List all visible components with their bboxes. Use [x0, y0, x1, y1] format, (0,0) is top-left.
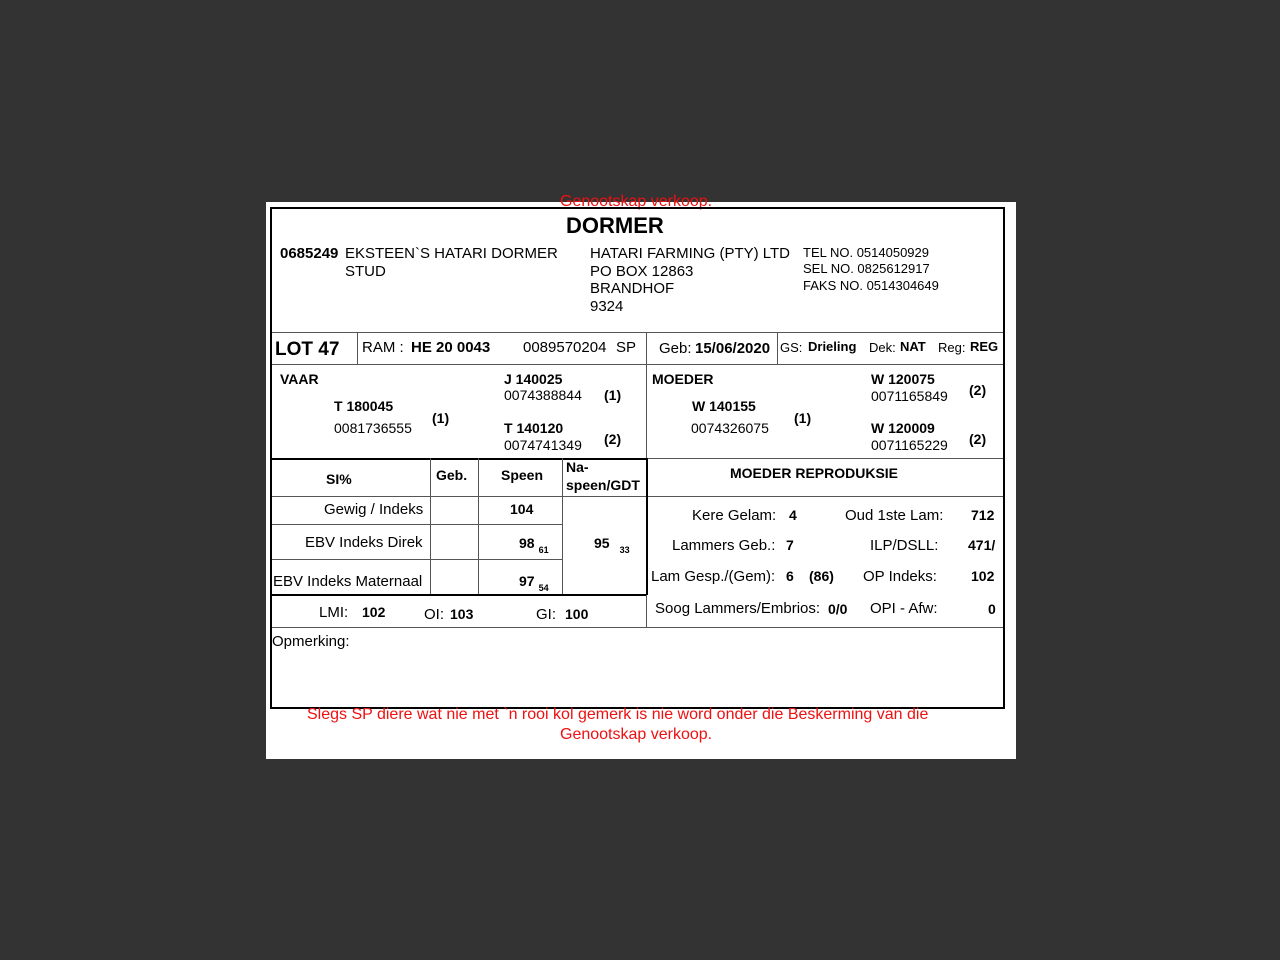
stud-name-line1: EKSTEEN`S HATARI DORMER	[345, 245, 558, 262]
ilp-dsll-label: ILP/DSLL:	[870, 537, 939, 554]
soog-lammers-value: 0/0	[828, 601, 848, 617]
opi-afw-label: OPI - Afw:	[870, 600, 938, 617]
reg-value: REG	[970, 339, 999, 354]
reg-label: Reg:	[938, 340, 966, 355]
birth-date-label: Geb:	[659, 340, 692, 357]
sel-number: SEL NO. 0825612917	[803, 261, 930, 276]
row-maternaal-label: EBV Indeks Maternaal	[273, 573, 423, 590]
oi-label: OI:	[424, 606, 445, 623]
gs-label: GS:	[780, 340, 803, 355]
row-gewig-speen: 104	[510, 501, 534, 517]
dam-number: 0074326075	[691, 420, 769, 436]
breed-title: DORMER	[566, 213, 664, 238]
lam-gesp-value: 6	[786, 568, 794, 584]
lam-gesp-label: Lam Gesp./(Gem):	[651, 568, 776, 585]
tel-number: TEL NO. 0514050929	[803, 245, 929, 260]
row-direk-speen-accuracy: 61	[538, 545, 549, 555]
row-maternaal-speen: 97 $_{54}$	[519, 573, 549, 593]
dam-dam-number: 0071165229	[871, 437, 948, 453]
op-indeks-value: 102	[971, 568, 995, 584]
ram-reg-number: 0089570204	[523, 339, 607, 356]
lammers-geb-label: Lammers Geb.:	[672, 537, 776, 554]
oud-lam-value: 712	[971, 507, 995, 523]
geb-header: Geb.	[436, 467, 468, 483]
vaar-label: VAAR	[280, 371, 319, 387]
dam-mark: (1)	[794, 410, 812, 426]
ram-class: SP	[616, 339, 637, 356]
dam-dam-mark: (2)	[969, 431, 987, 447]
op-indeks-label: OP Indeks:	[863, 568, 937, 585]
reproduction-title: MOEDER REPRODUKSIE	[730, 465, 899, 481]
owner-line2: PO BOX 12863	[590, 263, 694, 280]
row-direk-label: EBV Indeks Direk	[305, 534, 423, 551]
sire-dam-id: T 140120	[504, 420, 564, 436]
dam-sire-id: W 120075	[871, 371, 935, 387]
oud-lam-label: Oud 1ste Lam:	[845, 507, 944, 524]
footer-warning-line1: Slegs SP diere wat nie met `n rooi kol gemerk is nie word onder die Beskerming van die	[307, 706, 929, 723]
gi-value: 100	[565, 606, 589, 622]
breeder-number: 0685249	[280, 245, 339, 262]
moeder-label: MOEDER	[652, 371, 714, 387]
sale-catalogue-card	[266, 193, 1016, 759]
cut-caption: Genootskap verkoop.	[560, 193, 713, 210]
ram-id: HE 20 0043	[411, 339, 491, 356]
stud-name-line2: STUD	[345, 263, 386, 280]
lmi-value: 102	[362, 604, 386, 620]
dam-dam-id: W 120009	[871, 420, 935, 436]
row-gewig-label: Gewig / Indeks	[324, 501, 424, 518]
gs-value: Drieling	[808, 339, 857, 354]
lot-number: LOT 47	[275, 339, 340, 360]
sire-id: T 180045	[334, 398, 394, 414]
row-direk-naspeen-accuracy: 33	[619, 545, 630, 555]
kere-gelam-label: Kere Gelam:	[692, 507, 777, 524]
opi-afw-value: 0	[988, 601, 996, 617]
faks-number: FAKS NO. 0514304649	[803, 278, 939, 293]
sire-sire-mark: (1)	[604, 387, 622, 403]
dam-id: W 140155	[692, 398, 756, 414]
owner-line4: 9324	[590, 298, 624, 315]
lammers-geb-value: 7	[786, 537, 794, 553]
ilp-dsll-value: 471/	[968, 537, 996, 553]
dam-sire-number: 0071165849	[871, 388, 948, 404]
dek-label: Dek:	[869, 340, 896, 355]
gi-label: GI:	[536, 606, 557, 623]
lam-gesp-gem: (86)	[809, 568, 834, 584]
ram-label: RAM :	[362, 339, 404, 356]
owner-line3: BRANDHOF	[590, 280, 675, 297]
soog-lammers-label: Soog Lammers/Embrios:	[655, 600, 821, 617]
footer-warning-line2: Genootskap verkoop.	[560, 726, 713, 743]
row-direk-speen: 98 $_{61}$	[519, 535, 549, 555]
dam-sire-mark: (2)	[969, 382, 987, 398]
lmi-label: LMI:	[319, 604, 349, 621]
si-header: SI%	[326, 471, 352, 487]
sire-dam-number: 0074741349	[504, 437, 582, 453]
birth-date-value: 15/06/2020	[695, 340, 771, 357]
remarks-label: Opmerking:	[272, 633, 350, 650]
naspeen-header-line1: Na-	[566, 459, 589, 475]
owner-line1: HATARI FARMING (PTY) LTD	[590, 245, 791, 262]
oi-value: 103	[450, 606, 474, 622]
sire-number: 0081736555	[334, 420, 412, 436]
sire-dam-mark: (2)	[604, 431, 622, 447]
naspeen-header-line2: speen/GDT	[566, 477, 640, 493]
speen-header: Speen	[501, 467, 544, 483]
row-direk-naspeen: 95 $_{33}$	[594, 535, 630, 555]
sire-sire-id: J 140025	[504, 371, 563, 387]
dek-value: NAT	[900, 339, 926, 354]
row-maternaal-speen-accuracy: 54	[538, 583, 549, 593]
sire-sire-number: 0074388844	[504, 387, 582, 403]
sire-mark: (1)	[432, 410, 450, 426]
kere-gelam-value: 4	[789, 507, 797, 523]
